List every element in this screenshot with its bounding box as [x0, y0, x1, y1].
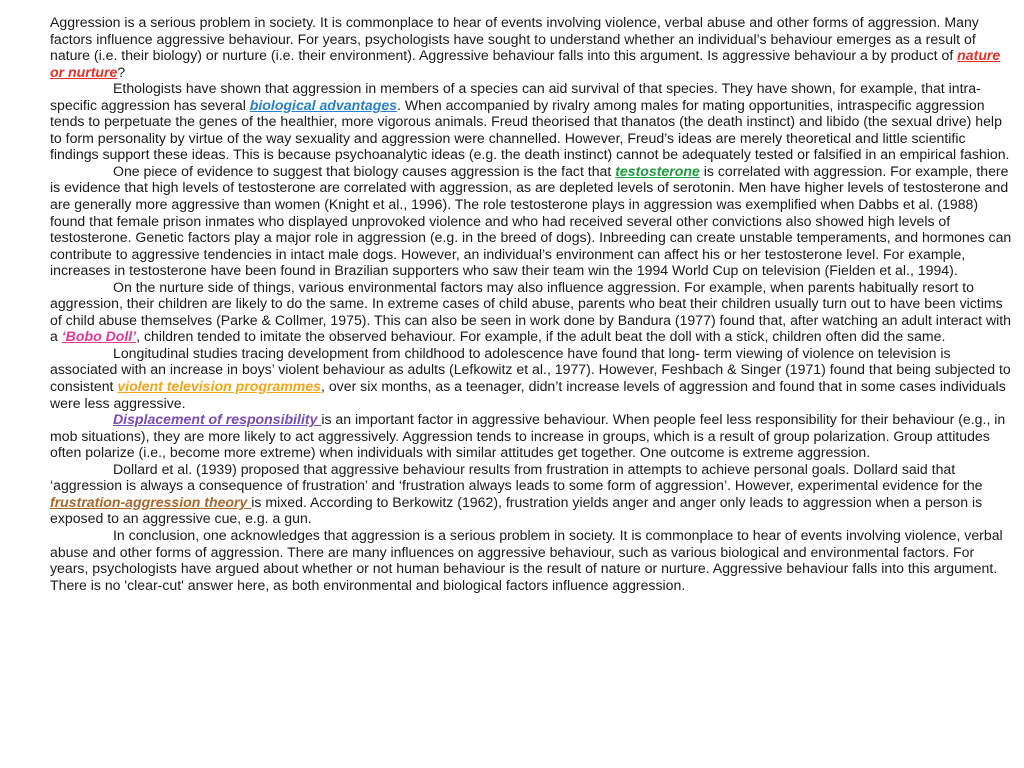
link-violent-television-programmes[interactable]: violent television programmes — [117, 378, 322, 395]
paragraph-ethologists — [50, 80, 1016, 163]
paragraph-displacement — [50, 411, 1016, 461]
paragraph-nurture — [50, 279, 1016, 345]
link-biological-advantages[interactable]: biological advantages — [249, 96, 398, 113]
paragraph-text: Dollard et al. (1939) proposed that aggressive behaviour results from frustration in attempts to achieve personal goals. Dollard said that ‘aggression is always a consequence of frustration’ and ‘frustration always leads to some form of aggression’. However, experimental evidence for the — [50, 460, 983, 494]
link-testosterone[interactable]: testosterone — [615, 162, 700, 179]
paragraph-longitudinal — [50, 345, 1016, 411]
paragraph-text: Ethologists have shown that aggression in members of a species can aid survival of that species. They have shown, for example, that intra-specific aggression has several — [50, 80, 981, 113]
paragraph-conclusion — [50, 527, 1016, 593]
paragraph-introduction — [50, 14, 1016, 80]
paragraph-text: , over six months, as a teenager, didn’t increase levels of aggression and found that in some cases individuals were less aggressive. — [50, 378, 1006, 411]
paragraph-testosterone — [50, 163, 1016, 279]
paragraph-text: One piece of evidence to suggest that biology causes aggression is the fact that — [113, 162, 616, 179]
link-nature-or-nurture[interactable]: nature or nurture — [50, 47, 1001, 80]
paragraph-text: Longitudinal studies tracing development from childhood to adolescence have found that long- term viewing of violence on television is associated with an increase in boys’ violent behaviour as adults (Lefkowitz et al., 1977). However, Feshbach & Singer (1971) found that being subjected to consistent — [50, 344, 1011, 395]
link-displacement-of-responsibility[interactable]: Displacement of responsibility — [113, 411, 322, 428]
paragraph-text: Aggression is a serious problem in society. It is commonplace to hear of events involving violence, verbal abuse and other forms of aggression. Many factors influence aggressive behaviour. For years, psychologists have sought to understand whether an individual’s behaviour emerges as a result of nature (i.e. their biology) or nurture (i.e. their environment). Aggressive behaviour falls into this argument. Is aggressive behaviour a by product of — [50, 14, 979, 64]
paragraph-text: In conclusion, one acknowledges that aggression is a serious problem in society. It is commonplace to hear of events involving violence, verbal abuse and other forms of aggression. There are many influences on aggressive behaviour, such as various biological and environmental factors. For years, psychologists have argued about whether or not human behaviour is the result of nature or nurture. Aggressive behaviour falls into this argument. There is no 'clear-cut' answer here, as both environmental and biological factors influence aggression. — [50, 526, 1003, 593]
essay-document — [50, 14, 1016, 593]
paragraph-frustration — [50, 461, 1016, 527]
paragraph-text: . When accompanied by rivalry among males for mating opportunities, intraspecific aggression tends to perpetuate the genes of the healthier, more vigorous animals. Freud theorised that thanatos (the death instinct) and libido (the sexual drive) help to form personality by virtue of the way sexuality and aggression were channelled. However, Freud’s ideas are merely theoretical and little scientific findings support these ideas. This is because psychoanalytic ideas (e.g. the death instinct) cannot be adequately tested or falsified in an empirical fashion. — [50, 96, 1010, 163]
paragraph-text: On the nurture side of things, various environmental factors may also influence aggression. For example, when parents habitually resort to aggression, their children are likely to do the same. In extreme cases of child abuse, parents who beat their children usually turn out to have been victims of child abuse themselves (Parke & Collmer, 1975). This can also be seen in work done by Bandura (1977) found that, after watching an adult interact with a — [50, 278, 1012, 345]
paragraph-text: is correlated with aggression. For example, there is evidence that high levels of testosterone are correlated with aggression, as are depleted levels of serotonin. Men have higher levels of testosterone and are generally more aggressive than women (Knight et al., 1996). The role testosterone plays in aggression was exemplified when Dabbs et al. (1988) found that female prison inmates who displayed unprovoked violence and who had received several other convictions also showed high levels of testosterone. Genetic factors play a major role in aggression (e.g. in the breed of dogs). Inbreeding can create unstable temperaments, and hormones can contribute to aggressive tendencies in intact male dogs. However, an individual’s environment can affect his or her testosterone level. For example, increases in testosterone have been found in Brazilian supporters who saw their team win the 1994 World Cup on television (Fielden et al., 1994). — [50, 162, 1012, 279]
paragraph-text: is mixed. According to Berkowitz (1962), frustration yields anger and anger only leads to aggression when a person is exposed to an aggressive cue, e.g. a gun. — [50, 493, 983, 527]
paragraph-text: , children tended to imitate the observed behaviour. For example, if the adult beat the doll with a stick, children often did the same. — [136, 328, 946, 345]
paragraph-text: is an important factor in aggressive behaviour. When people feel less responsibility for their behaviour (e.g., in mob situations), they are more likely to act aggressively. Aggression tends to increase in groups, which is a result of group polarization. Group attitudes often polarize (i.e., become more extreme) when individuals with similar attitudes get together. One outcome is extreme aggression. — [50, 411, 1006, 461]
paragraph-text: ? — [117, 63, 126, 80]
link-bobo-doll[interactable]: ‘Bobo Doll’ — [61, 328, 137, 345]
link-frustration-aggression-theory[interactable]: frustration-aggression theory — [50, 493, 252, 510]
